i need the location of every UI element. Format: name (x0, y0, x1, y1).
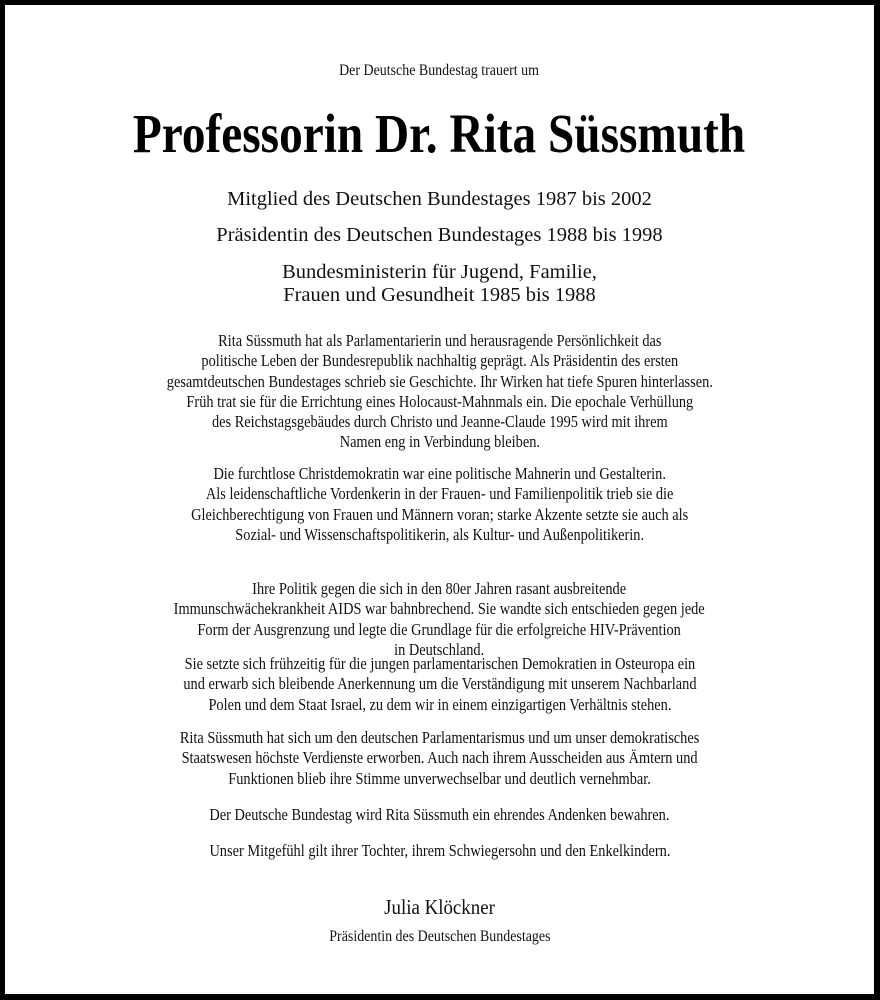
paragraph-christian-democrat (5, 464, 874, 545)
page-title (5, 103, 874, 165)
paragraph-line: Funktionen blieb ihre Stimme unverwechselbar und deutlich vernehmbar. (228, 768, 651, 788)
role-text: Präsidentin des Deutschen Bundestages 1988 bis 1998 (216, 224, 663, 246)
paragraph-line: Früh trat sie für die Errichtung eines Holocaust-Mahnmals ein. Die epochale Verhüllung (186, 391, 693, 411)
paragraph-line: Sie setzte sich frühzeitig für die jungen parlamentarischen Demokratien in Osteuropa ein (184, 654, 695, 673)
signature-name-text: Julia Klöckner (384, 895, 495, 919)
paragraph-line: Polen und dem Staat Israel, zu dem wir in einem einzigartigen Verhältnis stehen. (208, 694, 671, 714)
paragraph-line: in Deutschland. (394, 639, 485, 659)
paragraph-line: Immunschwächekrankheit AIDS war bahnbrechend. Sie wandte sich entschieden gegen jede (174, 599, 705, 619)
role-minister (5, 261, 874, 307)
paragraph-line: Gleichberechtigung von Frauen und Männern voran; starke Akzente setzte sie auch als (190, 504, 689, 524)
paragraph-line: Der Deutsche Bundestag wird Rita Süssmuth ein ehrendes Andenken bewahren. (209, 805, 670, 824)
role-text: Frauen und Gesundheit 1985 bis 1988 (283, 284, 596, 306)
paragraph-line: Unser Mitgefühl gilt ihrer Tochter, ihrem Schwiegersohn und den Enkelkindern. (208, 841, 670, 860)
paragraph-line: gesamtdeutschen Bundestages schrieb sie Geschichte. Ihr Wirken hat tiefe Spuren hinterlassen. (166, 371, 713, 391)
signature-title (5, 928, 874, 946)
paragraph-line: Ihre Politik gegen die sich in den 80er Jahren rasant ausbreitende (252, 579, 627, 598)
paragraph-line: Als leidenschaftliche Vordenkerin in der Frauen- und Familienpolitik trieb sie die (205, 484, 674, 504)
role-president (5, 224, 874, 247)
intro-text: Der Deutsche Bundestag trauert um (339, 62, 540, 79)
paragraph-legacy (5, 331, 874, 453)
paragraph-line: Form der Ausgrenzung und legte die Grundlage für die erfolgreiche HIV-Prävention (197, 619, 682, 639)
obituary-notice (5, 5, 874, 994)
paragraph-parliamentarism (5, 728, 874, 789)
paragraph-line: und erwarb sich bleibende Anerkennung um die Verständigung mit unserem Nachbarland (182, 674, 697, 694)
paragraph-remembrance (5, 805, 874, 825)
role-member (5, 188, 874, 211)
signature-title-text: Präsidentin des Deutschen Bundestages (328, 928, 551, 945)
title-text: Professorin Dr. Rita Süssmuth (133, 103, 746, 164)
paragraph-aids-policy (5, 579, 874, 660)
paragraph-line: Sozial- und Wissenschaftspolitikerin, als Kultur- und Außenpolitikerin. (235, 524, 644, 544)
paragraph-condolences (5, 841, 874, 861)
intro-line (5, 62, 874, 80)
paragraph-line: Rita Süssmuth hat als Parlamentarierin und herausragende Persönlichkeit das (217, 331, 662, 350)
signature-name (5, 895, 874, 919)
paragraph-line: Die furchtlose Christdemokratin war eine politische Mahnerin und Gestalterin. (213, 464, 666, 483)
paragraph-eastern-europe (5, 654, 874, 715)
paragraph-line: politische Leben der Bundesrepublik nachhaltig geprägt. Als Präsidentin des ersten (201, 351, 678, 371)
role-text: Mitglied des Deutschen Bundestages 1987 bis 2002 (227, 188, 652, 210)
role-text: Bundesministerin für Jugend, Familie, (282, 261, 597, 283)
paragraph-line: des Reichstagsgebäudes durch Christo und Jeanne-Claude 1995 wird mit ihrem (211, 412, 668, 432)
paragraph-line: Rita Süssmuth hat sich um den deutschen Parlamentarismus und um unser demokratisches (179, 728, 700, 747)
paragraph-line: Staatswesen höchste Verdienste erworben. Auch nach ihrem Ausscheiden aus Ämtern und (181, 748, 698, 768)
paragraph-line: Namen eng in Verbindung bleiben. (339, 432, 540, 452)
